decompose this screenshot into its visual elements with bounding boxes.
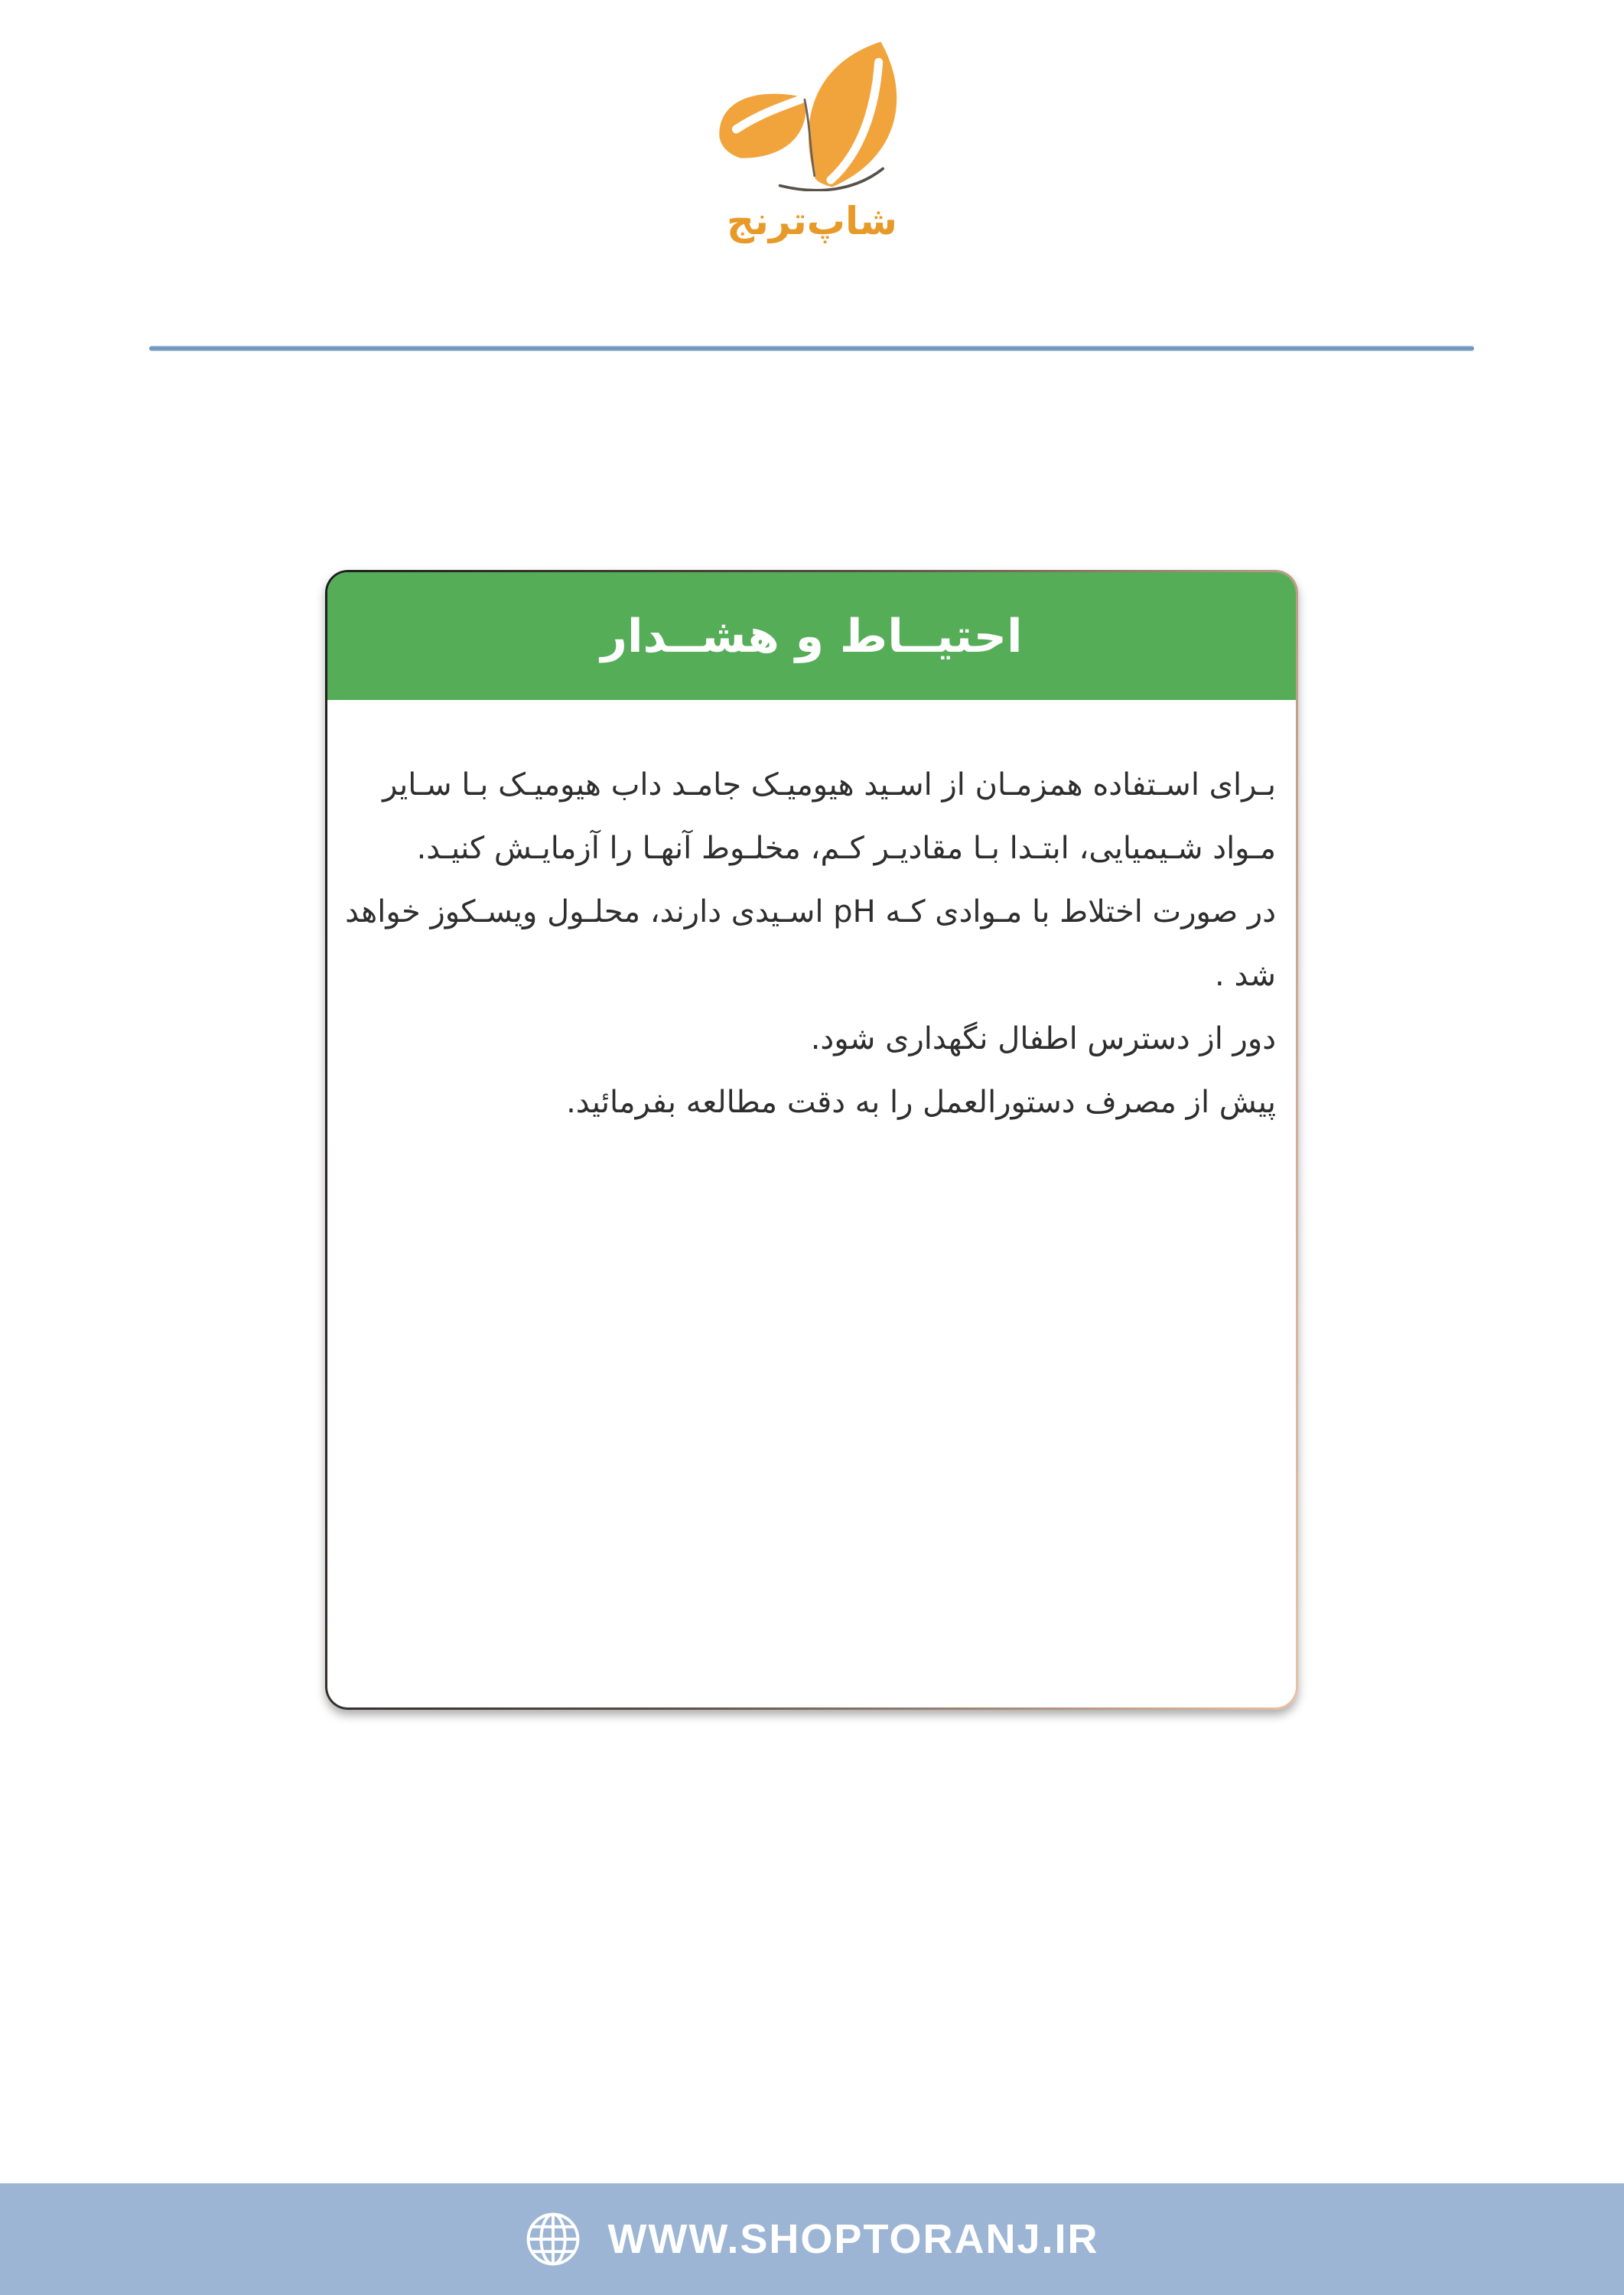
warning-card-header [327, 572, 1296, 700]
header-divider [149, 346, 1474, 351]
footer-url: WWW.SHOPTORANJ.IR [607, 2216, 1099, 2262]
warning-text-line: پیش از مصرف دستورالعمل را به دقت مطالعه بفرمائید. [566, 1085, 1276, 1120]
toranj-leaves-icon [698, 29, 927, 191]
warning-card-title: احتیــاط و هشــدار [600, 609, 1023, 663]
warning-card-inner [327, 572, 1296, 1707]
warning-text-line: شد . [1215, 958, 1276, 993]
warning-text-line: بـرای اسـتفاده همزمـان از اسـید هیومیـک جامـد داب هیومیـک بـا سـایر [382, 767, 1276, 802]
warning-card-body [327, 700, 1296, 1134]
warning-text-line: دور از دسترس اطفال نگهداری شود. [810, 1021, 1276, 1056]
warning-text-line: در صورت اختلاط با مـوادی کـه pH اسـیدی دارند، محلـول ویسـکوز خواهد [345, 894, 1276, 929]
warning-text-line: مـواد شـیمیایی، ابتـدا بـا مقادیـر کـم، مخلـوط آنهـا را آزمایـش کنیـد. [416, 831, 1276, 866]
footer-bar [0, 2183, 1624, 2295]
globe-icon [525, 2211, 581, 2267]
warning-card [325, 570, 1298, 1710]
brand-logo [0, 29, 1624, 243]
brand-wordmark: شاپ‌ترنج [727, 199, 897, 243]
